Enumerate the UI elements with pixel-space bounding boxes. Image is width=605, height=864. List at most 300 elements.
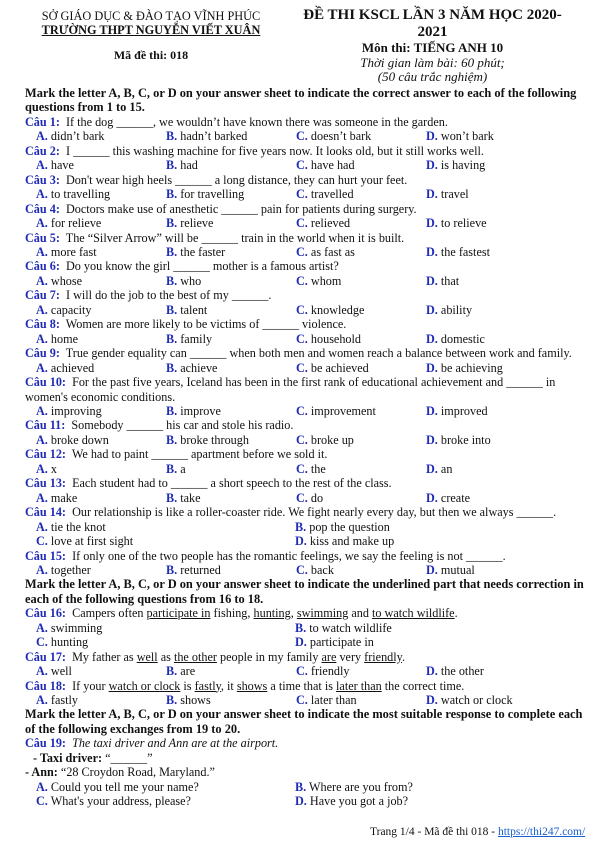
- answer-option[interactable]: [36, 621, 295, 635]
- question-label: Câu 10:: [25, 375, 66, 390]
- question-label: Câu 17:: [25, 649, 66, 664]
- option-letter: D.: [426, 244, 438, 259]
- option-letter: A.: [36, 302, 48, 317]
- answer-option[interactable]: [295, 635, 554, 649]
- question-label: Câu 1:: [25, 114, 60, 129]
- underlined-part: the other: [173, 649, 217, 664]
- answer-option[interactable]: [166, 245, 296, 259]
- options-row: [25, 404, 585, 418]
- option-letter: C.: [296, 360, 308, 375]
- option-text: a: [180, 461, 186, 476]
- option-letter: D.: [426, 562, 438, 577]
- answer-option[interactable]: [36, 216, 166, 230]
- option-letter: B.: [166, 562, 178, 577]
- answer-option[interactable]: [296, 158, 426, 172]
- answer-option[interactable]: [295, 520, 554, 534]
- question-text: If your: [72, 678, 109, 693]
- option-text: family: [180, 331, 213, 346]
- option-text: travel: [440, 187, 469, 202]
- option-text: hunting: [50, 635, 89, 650]
- option-letter: C.: [296, 273, 308, 288]
- question-text: people in my family: [216, 649, 322, 664]
- option-text: won’t bark: [440, 129, 494, 144]
- exam-content: [25, 86, 585, 809]
- question-text: very: [336, 649, 365, 664]
- option-letter: C.: [296, 187, 308, 202]
- option-text: didn’t bark: [50, 129, 105, 144]
- question-text: .: [401, 649, 405, 664]
- exam-subject: Môn thi: TIẾNG ANH 10: [361, 40, 504, 55]
- answer-option[interactable]: [36, 433, 166, 447]
- option-letter: B.: [166, 302, 178, 317]
- answer-option[interactable]: [166, 693, 296, 707]
- option-letter: C.: [36, 534, 48, 549]
- answer-option[interactable]: [36, 563, 166, 577]
- option-letter: B.: [166, 187, 178, 202]
- option-text: friendly: [310, 664, 350, 679]
- answer-option[interactable]: [36, 187, 166, 201]
- option-letter: C.: [296, 664, 308, 679]
- answer-option[interactable]: [36, 491, 166, 505]
- answer-option[interactable]: [166, 216, 296, 230]
- question-count: (50 câu trắc nghiệm): [377, 69, 488, 84]
- question-text: .: [454, 606, 458, 621]
- option-text: capacity: [50, 302, 92, 317]
- option-letter: D.: [426, 461, 438, 476]
- question-stem: [25, 144, 585, 158]
- option-letter: A.: [36, 693, 48, 708]
- option-text: hadn’t barked: [180, 129, 248, 144]
- answer-option[interactable]: [166, 158, 296, 172]
- section-instruction: Mark the letter A, B, C, or D on your answer sheet to indicate the correct answer to each of the following questions from 1 to 15.: [25, 86, 577, 115]
- option-text: Could you tell me your name?: [50, 779, 199, 794]
- question-stem: [25, 202, 585, 216]
- answer-option[interactable]: [426, 245, 556, 259]
- option-text: tie the knot: [50, 519, 106, 534]
- header-left: [22, 9, 280, 62]
- option-text: mutual: [440, 562, 475, 577]
- option-letter: B.: [166, 403, 178, 418]
- answer-option[interactable]: [296, 129, 426, 143]
- option-text: domestic: [440, 331, 485, 346]
- option-letter: B.: [166, 244, 178, 259]
- question-text: is: [180, 678, 195, 693]
- options-row: [25, 332, 585, 346]
- answer-option[interactable]: [166, 404, 296, 418]
- question-stem: [25, 650, 585, 664]
- answer-option[interactable]: [36, 534, 295, 548]
- option-letter: B.: [295, 620, 307, 635]
- answer-option[interactable]: [166, 303, 296, 317]
- dialog-line: [25, 765, 585, 779]
- option-letter: C.: [296, 490, 308, 505]
- options-row: [25, 274, 585, 288]
- question-label: Câu 16:: [25, 606, 66, 621]
- exam-title: ĐỀ THI KSCL LẦN 3 NĂM HỌC 2020-2021: [303, 7, 562, 40]
- option-text: broke up: [310, 432, 354, 447]
- answer-option[interactable]: [36, 158, 166, 172]
- option-letter: D.: [426, 129, 438, 144]
- answer-option[interactable]: [36, 361, 166, 375]
- option-text: broke down: [50, 432, 109, 447]
- underlined-part: fastly: [194, 678, 221, 693]
- answer-option[interactable]: [36, 274, 166, 288]
- dialog-speaker: - Ann:: [25, 765, 58, 780]
- question-label: Câu 13:: [25, 476, 66, 491]
- option-text: the faster: [180, 244, 226, 259]
- answer-option[interactable]: [296, 245, 426, 259]
- question-label: Câu 3:: [25, 172, 60, 187]
- option-letter: B.: [166, 129, 178, 144]
- answer-option[interactable]: [296, 433, 426, 447]
- question-text: the correct time.: [381, 678, 465, 693]
- question-label: Câu 19:: [25, 736, 66, 751]
- option-text: improved: [440, 403, 488, 418]
- answer-option[interactable]: [295, 534, 554, 548]
- answer-option[interactable]: [296, 664, 426, 678]
- option-letter: B.: [166, 216, 178, 231]
- question-stem: [25, 317, 585, 331]
- option-text: fastly: [50, 693, 78, 708]
- answer-option[interactable]: [296, 693, 426, 707]
- answer-option[interactable]: [295, 780, 554, 794]
- option-text: talent: [180, 302, 208, 317]
- option-letter: A.: [36, 244, 48, 259]
- answer-option[interactable]: [36, 129, 166, 143]
- answer-option[interactable]: [426, 332, 556, 346]
- answer-option[interactable]: [296, 274, 426, 288]
- question-text: My father as: [72, 649, 137, 664]
- answer-option[interactable]: [36, 693, 166, 707]
- answer-option[interactable]: [36, 794, 295, 808]
- option-letter: B.: [166, 158, 178, 173]
- answer-option[interactable]: [296, 303, 426, 317]
- option-letter: C.: [296, 129, 308, 144]
- school-name: TRƯỜNG THPT NGUYỄN VIẾT XUÂN: [41, 23, 261, 37]
- answer-option[interactable]: [166, 462, 296, 476]
- question-text: , it: [220, 678, 237, 693]
- option-letter: D.: [426, 331, 438, 346]
- option-letter: B.: [295, 519, 307, 534]
- option-text: whom: [310, 273, 342, 288]
- option-letter: C.: [296, 461, 308, 476]
- option-text: the other: [440, 664, 484, 679]
- option-text: improving: [50, 403, 102, 418]
- option-text: for relieve: [50, 216, 102, 231]
- option-letter: B.: [166, 461, 178, 476]
- answer-option[interactable]: [36, 404, 166, 418]
- option-letter: B.: [295, 779, 307, 794]
- answer-option[interactable]: [166, 274, 296, 288]
- dialog-text: “28 Croydon Road, Maryland.”: [57, 765, 215, 780]
- option-letter: C.: [296, 331, 308, 346]
- option-text: to travelling: [50, 187, 111, 202]
- option-letter: C.: [296, 432, 308, 447]
- underlined-part: shows: [236, 678, 268, 693]
- question-text: fishing,: [210, 606, 254, 621]
- option-letter: A.: [36, 129, 48, 144]
- answer-option[interactable]: [295, 621, 554, 635]
- answer-option[interactable]: [426, 563, 556, 577]
- question-text: The “Silver Arrow” will be ______ train in the world when it is built.: [65, 230, 405, 245]
- option-letter: B.: [166, 360, 178, 375]
- answer-option[interactable]: [296, 491, 426, 505]
- question-label: Câu 7:: [25, 288, 60, 303]
- option-text: What's your address, please?: [50, 794, 191, 809]
- options-row: [25, 563, 585, 577]
- answer-option[interactable]: [426, 274, 556, 288]
- option-text: be achieving: [440, 360, 503, 375]
- option-text: ability: [440, 302, 473, 317]
- option-letter: B.: [166, 331, 178, 346]
- option-text: doesn’t bark: [310, 129, 372, 144]
- option-letter: A.: [36, 331, 48, 346]
- question-label: Câu 14:: [25, 505, 66, 520]
- question-text: Somebody ______ his car and stole his radio.: [71, 418, 294, 433]
- option-letter: B.: [166, 490, 178, 505]
- answer-option[interactable]: [166, 187, 296, 201]
- option-letter: B.: [166, 693, 178, 708]
- answer-option[interactable]: [426, 361, 556, 375]
- option-letter: D.: [426, 158, 438, 173]
- option-text: improvement: [310, 403, 376, 418]
- underlined-part: watch or clock: [108, 678, 181, 693]
- answer-option[interactable]: [36, 635, 295, 649]
- options-row: [25, 534, 585, 548]
- underlined-part: well: [136, 649, 158, 664]
- answer-option[interactable]: [36, 780, 295, 794]
- question-text: For the past five years, Iceland has been in the first rank of educational achievement and ______ in women's economic conditions.: [25, 375, 556, 404]
- option-letter: C.: [296, 216, 308, 231]
- exam-code: Mã đề thi: 018: [113, 48, 189, 62]
- question-text: Do you know the girl ______ mother is a famous artist?: [65, 259, 339, 274]
- option-letter: B.: [166, 664, 178, 679]
- options-row: [25, 187, 585, 201]
- section-instruction: Mark the letter A, B, C, or D on your answer sheet to indicate the most suitable response to complete each of the following exchanges from 19 to 20.: [25, 707, 583, 736]
- option-letter: A.: [36, 187, 48, 202]
- answer-option[interactable]: [36, 245, 166, 259]
- footer-text: Trang 1/4 - Mã đề thi 018 -: [370, 826, 498, 838]
- answer-option[interactable]: [426, 664, 556, 678]
- option-text: watch or clock: [440, 693, 513, 708]
- dialog-text: “______”: [102, 750, 153, 765]
- answer-option[interactable]: [36, 303, 166, 317]
- question-text: ,: [290, 606, 297, 621]
- answer-option[interactable]: [166, 361, 296, 375]
- options-row: [25, 794, 585, 808]
- option-text: the fastest: [440, 244, 490, 259]
- question-text: Women are more likely to be victims of ______ violence.: [65, 317, 347, 332]
- options-row: [25, 129, 585, 143]
- question-stem: [25, 447, 585, 461]
- footer-link[interactable]: https://thi247.com/: [497, 826, 586, 838]
- option-text: broke through: [180, 432, 249, 447]
- option-letter: A.: [36, 490, 48, 505]
- question-stem: [25, 476, 585, 490]
- question-text: I ______ this washing machine for five years now. It looks old, but it still works well.: [65, 143, 484, 158]
- option-letter: C.: [296, 562, 308, 577]
- answer-option[interactable]: [166, 563, 296, 577]
- answer-option[interactable]: [296, 361, 426, 375]
- option-text: is having: [440, 158, 486, 173]
- option-text: be achieved: [310, 360, 369, 375]
- dialog-speaker: - Taxi driver:: [33, 750, 103, 765]
- question-text: True gender equality can ______ when both men and women reach a balance between work and family.: [65, 346, 572, 361]
- option-text: have had: [310, 158, 355, 173]
- question-label: Câu 5:: [25, 230, 60, 245]
- question-text: Each student had to ______ a short speech to the rest of the class.: [72, 476, 392, 491]
- question-label: Câu 11:: [25, 418, 66, 433]
- option-text: whose: [50, 273, 83, 288]
- question-text: as: [157, 649, 174, 664]
- option-text: do: [310, 490, 324, 505]
- question-text: Don't wear high heels ______ a long distance, they can hurt your feet.: [65, 172, 408, 187]
- option-letter: D.: [295, 794, 307, 809]
- answer-option[interactable]: [295, 794, 554, 808]
- option-text: x: [50, 461, 57, 476]
- answer-option[interactable]: [426, 462, 556, 476]
- option-letter: B.: [166, 432, 178, 447]
- question-text: a time that is: [267, 678, 337, 693]
- underlined-part: swimming: [296, 606, 349, 621]
- option-letter: C.: [36, 794, 48, 809]
- option-letter: C.: [36, 635, 48, 650]
- question-text: Doctors make use of anesthetic ______ pain for patients during surgery.: [65, 201, 417, 216]
- option-letter: A.: [36, 403, 48, 418]
- answer-option[interactable]: [426, 693, 556, 707]
- section-instruction: Mark the letter A, B, C, or D on your answer sheet to indicate the underlined part that needs correction in each of the following questions from 16 to 18.: [25, 577, 584, 606]
- option-text: swimming: [50, 620, 103, 635]
- answer-option[interactable]: [426, 491, 556, 505]
- options-row: [25, 693, 585, 707]
- options-row: [25, 621, 585, 635]
- option-text: pop the question: [309, 519, 390, 534]
- answer-option[interactable]: [296, 462, 426, 476]
- option-text: returned: [180, 562, 221, 577]
- underlined-part: are: [321, 649, 337, 664]
- answer-option[interactable]: [426, 187, 556, 201]
- option-letter: C.: [296, 244, 308, 259]
- answer-option[interactable]: [296, 404, 426, 418]
- question-stem: [25, 346, 585, 360]
- option-letter: A.: [36, 620, 48, 635]
- option-letter: A.: [36, 562, 48, 577]
- option-text: as fast as: [310, 244, 355, 259]
- answer-option[interactable]: [166, 129, 296, 143]
- answer-option[interactable]: [296, 563, 426, 577]
- answer-option[interactable]: [36, 520, 295, 534]
- option-text: achieved: [50, 360, 95, 375]
- option-text: kiss and make up: [309, 534, 395, 549]
- answer-option[interactable]: [36, 332, 166, 346]
- options-row: [25, 433, 585, 447]
- option-letter: D.: [426, 187, 438, 202]
- option-text: are: [180, 664, 196, 679]
- option-text: participate in: [309, 635, 374, 650]
- answer-option[interactable]: [166, 332, 296, 346]
- options-row: [25, 216, 585, 230]
- option-text: home: [50, 331, 78, 346]
- options-row: [25, 491, 585, 505]
- underlined-part: hunting: [253, 606, 291, 621]
- options-row: [25, 664, 585, 678]
- underlined-part: later than: [336, 678, 382, 693]
- underlined-part: to watch wildlife: [372, 606, 455, 621]
- option-text: broke into: [440, 432, 491, 447]
- answer-option[interactable]: [36, 664, 166, 678]
- question-label: Câu 18:: [25, 678, 66, 693]
- question-text: and: [348, 606, 373, 621]
- exam-time: Thời gian làm bài: 60 phút;: [360, 54, 505, 70]
- question-stem: [25, 549, 585, 563]
- option-letter: D.: [295, 534, 307, 549]
- question-stem: [25, 259, 585, 273]
- question-stem: [25, 173, 585, 187]
- answer-option[interactable]: [296, 332, 426, 346]
- option-text: to relieve: [440, 216, 487, 231]
- option-text: back: [310, 562, 334, 577]
- question-stem: [25, 505, 585, 519]
- answer-option[interactable]: [166, 664, 296, 678]
- option-letter: D.: [426, 216, 438, 231]
- option-letter: D.: [426, 302, 438, 317]
- option-text: relieve: [180, 216, 214, 231]
- options-row: [25, 158, 585, 172]
- option-letter: A.: [36, 519, 48, 534]
- answer-option[interactable]: [166, 433, 296, 447]
- option-letter: D.: [426, 664, 438, 679]
- question-stem: [25, 115, 585, 129]
- department-name: SỞ GIÁO DỤC & ĐÀO TẠO VĨNH PHÚC: [41, 9, 261, 23]
- options-row: [25, 462, 585, 476]
- option-letter: D.: [426, 403, 438, 418]
- dialog-line: [25, 751, 585, 765]
- option-letter: D.: [426, 693, 438, 708]
- header-right: [290, 7, 575, 85]
- answer-option[interactable]: [296, 216, 426, 230]
- answer-option[interactable]: [166, 491, 296, 505]
- option-letter: A.: [36, 461, 48, 476]
- option-letter: C.: [296, 693, 308, 708]
- answer-option[interactable]: [426, 404, 556, 418]
- option-text: the: [310, 461, 326, 476]
- option-letter: C.: [296, 403, 308, 418]
- option-letter: B.: [166, 273, 178, 288]
- option-text: Have you got a job?: [309, 794, 409, 809]
- answer-option[interactable]: [426, 216, 556, 230]
- option-letter: A.: [36, 779, 48, 794]
- answer-option[interactable]: [426, 303, 556, 317]
- answer-option[interactable]: [426, 433, 556, 447]
- option-letter: A.: [36, 360, 48, 375]
- answer-option[interactable]: [426, 158, 556, 172]
- option-text: to watch wildlife: [309, 620, 392, 635]
- question-label: Câu 15:: [25, 548, 66, 563]
- option-letter: D.: [426, 432, 438, 447]
- option-letter: C.: [296, 158, 308, 173]
- option-text: love at first sight: [50, 534, 134, 549]
- question-stem: [25, 736, 585, 750]
- question-stem: [25, 606, 585, 620]
- options-row: [25, 303, 585, 317]
- options-row: [25, 520, 585, 534]
- page-footer: [370, 826, 585, 838]
- question-text: If the dog ______, we wouldn’t have known there was someone in the garden.: [65, 114, 448, 129]
- answer-option[interactable]: [36, 462, 166, 476]
- option-text: relieved: [310, 216, 351, 231]
- answer-option[interactable]: [296, 187, 426, 201]
- answer-option[interactable]: [426, 129, 556, 143]
